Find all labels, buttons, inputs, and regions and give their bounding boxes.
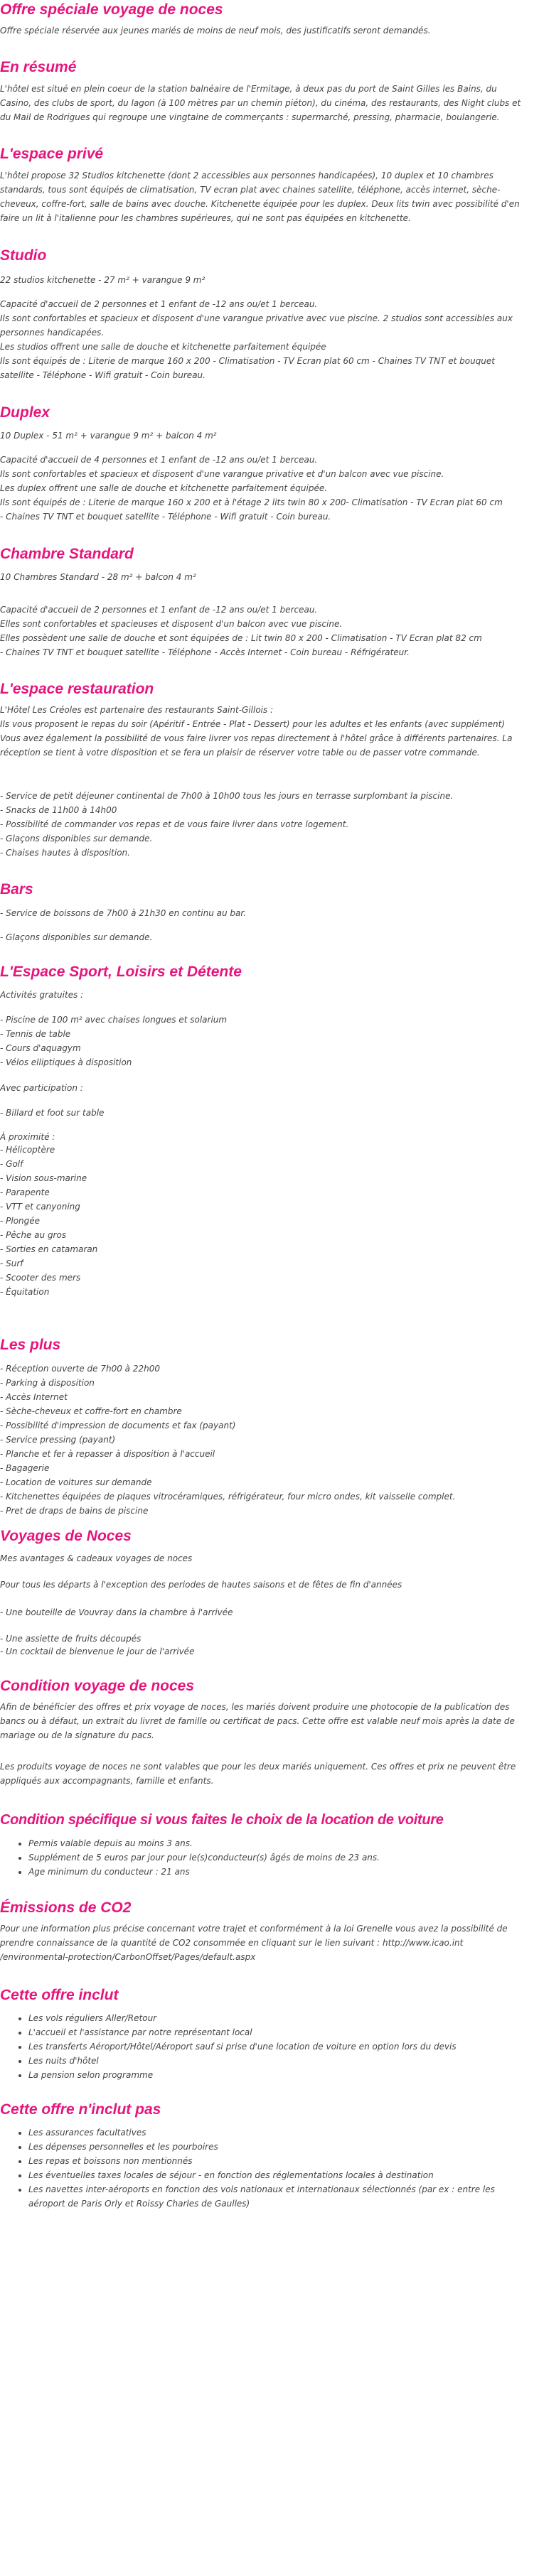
text-line: Capacité d'accueil de 4 personnes et 1 enfant de -12 ans ou/et 1 berceau. xyxy=(0,455,318,465)
list-item: - Chaises hautes à disposition. xyxy=(0,848,130,858)
text-line: L'hôtel est situé en plein coeur de la station balnéaire de l'Ermitage, à deux pas du port de Saint Gilles les Bains, du xyxy=(0,84,497,94)
text-line: Capacité d'accueil de 2 personnes et 1 enfant de -12 ans ou/et 1 berceau. xyxy=(0,299,318,309)
list-item: - Tennis de table xyxy=(0,1029,71,1039)
plus-list xyxy=(0,1362,455,1518)
text-line: L'hôtel propose 32 Studios kitchenette (dont 2 accessibles aux personnes handicapées), 10 duplex et 10 chambres xyxy=(0,171,493,180)
list-item: - Pêche au gros xyxy=(0,1230,67,1240)
list-item: - Piscine de 100 m² avec chaises longues et solarium xyxy=(0,1015,228,1025)
section-title-studio: Studio xyxy=(0,247,47,264)
studio-text xyxy=(0,297,513,382)
list-item: - Location de voitures sur demande xyxy=(0,1477,152,1487)
sport-participation-item: - Billard et foot sur table xyxy=(0,1108,105,1118)
list-item: - Planche et fer à repasser à disposition à l'accueil xyxy=(0,1449,215,1459)
section-title-location: Condition spécifique si vous faites le choix de la location de voiture xyxy=(0,1812,444,1828)
condition-text-2 xyxy=(0,1759,516,1788)
section-title-plus: Les plus xyxy=(0,1337,61,1353)
text-line: Ils sont équipés de : Literie de marque 160 x 200 et à l'étage 2 lits twin 80 x 200- Climatisation - TV Ecran plat 60 cm xyxy=(0,497,503,507)
list-item: • Les éventuelles taxes locales de séjour - en fonction des réglementations locales à destination xyxy=(28,2168,495,2182)
co2-text xyxy=(0,1922,508,1964)
restauration-list xyxy=(0,789,453,860)
text-line: cheveux, coffre-fort, salle de bains avec douche. Kitchenette équipée pour les duplex. Deux lits twin avec possibilité d'en xyxy=(0,199,520,209)
text-line: mariage ou de la signature du pacs. xyxy=(0,1730,154,1740)
list-item-line: aéroport de Paris Orly et Roissy Charles de Gaulles) xyxy=(28,2199,250,2209)
list-item: - Parking à disposition xyxy=(0,1378,95,1388)
list-item: • Les repas et boissons non mentionnés xyxy=(28,2154,495,2168)
list-item: - Parapente xyxy=(0,1187,50,1197)
text-line: bancs ou à défaut, un extrait du livret de famille ou certificat de pacs. Cette offre est valable neuf mois après la date de xyxy=(0,1716,515,1726)
list-item: • Les transferts Aéroport/Hôtel/Aéroport sauf si prise d'une location de voiture en option lors du devis xyxy=(28,2039,457,2054)
voyages-line-3: - Une bouteille de Vouvray dans la chambre à l'arrivée xyxy=(0,1607,233,1617)
sport-proximite-list xyxy=(0,1143,97,1299)
list-item: • Age minimum du conducteur : 21 ans xyxy=(28,1865,380,1879)
list-item: - Surf xyxy=(0,1259,23,1268)
section-title-co2: Émissions de CO2 xyxy=(0,1899,132,1916)
text-line: personnes handicapées. xyxy=(0,328,105,338)
espace-prive-text xyxy=(0,168,520,225)
text-line: Ils vous proposent le repas du soir (Apéritif - Entrée - Plat - Dessert) pour les adultes et les enfants (avec supplément) xyxy=(0,719,506,729)
list-item: - Cours d'aquagym xyxy=(0,1043,81,1053)
list-item: • La pension selon programme xyxy=(28,2068,457,2082)
list-item: - Sorties en catamaran xyxy=(0,1244,98,1254)
location-list xyxy=(0,1836,380,1879)
text-line: - Chaines TV TNT et bouquet satellite - Téléphone - Accès Internet - Coin bureau - Réfrigérateur. xyxy=(0,647,410,657)
list-item: • L'accueil et l'assistance par notre représentant local xyxy=(28,2025,457,2039)
co2-link[interactable]: /environmental-protection/CarbonOffset/Pages/default.aspx xyxy=(0,1952,256,1962)
text-line: faire un lit à l'italienne pour les chambres supérieures, qui ne sont pas équipées en kitchenette. xyxy=(0,213,411,223)
list-item: - Équitation xyxy=(0,1287,50,1297)
list-item xyxy=(28,2182,495,2211)
text-line: - Chaines TV TNT et bouquet satellite - Téléphone - Wifi gratuit - Coin bureau. xyxy=(0,512,331,522)
list-item: - Possibilité de commander vos repas et de vous faire livrer dans votre logement. xyxy=(0,819,349,829)
ninclut-list xyxy=(0,2125,495,2211)
text-line: L'Hôtel Les Créoles est partenaire des restaurants Saint-Gillois : xyxy=(0,705,274,715)
list-item: - Vélos elliptiques à disposition xyxy=(0,1057,132,1067)
section-title-condition: Condition voyage de noces xyxy=(0,1678,195,1694)
list-item: - VTT et canyoning xyxy=(0,1202,80,1212)
voyages-line-4: - Une assiette de fruits découpés xyxy=(0,1634,142,1644)
section-title-duplex: Duplex xyxy=(0,404,50,421)
list-item: • Les vols réguliers Aller/Retour xyxy=(28,2011,457,2025)
chambre-surface: 10 Chambres Standard - 28 m² + balcon 4 m² xyxy=(0,572,196,582)
section-title-voyages: Voyages de Noces xyxy=(0,1528,132,1544)
list-item: - Service de petit déjeuner continental de 7h00 à 10h00 tous les jours en terrasse surplombant la piscine. xyxy=(0,791,454,801)
section-title-sport: L'Espace Sport, Loisirs et Détente xyxy=(0,964,242,980)
voyages-line-1: Mes avantages & cadeaux voyages de noces xyxy=(0,1553,193,1563)
restauration-text xyxy=(0,703,512,760)
section-title-offre-speciale: Offre spéciale voyage de noces xyxy=(0,1,223,18)
text-line: Elles possèdent une salle de douche et sont équipées de : Lit twin 80 x 200 - Climatisation - TV Ecran plat 82 cm xyxy=(0,633,482,643)
duplex-surface: 10 Duplex - 51 m² + varangue 9 m² + balcon 4 m² xyxy=(0,431,217,441)
bars-item-1: - Service de boissons de 7h00 à 21h30 en continu au bar. xyxy=(0,908,247,918)
resume-text xyxy=(0,82,521,124)
list-item: - Réception ouverte de 7h00 à 22h00 xyxy=(0,1364,160,1374)
chambre-text xyxy=(0,603,482,659)
list-item: - Golf xyxy=(0,1159,23,1169)
list-item: - Pret de draps de bains de piscine xyxy=(0,1506,149,1516)
text-line: Ils sont équipés de : Literie de marque 160 x 200 - Climatisation - TV Ecran plat 60 cm - Chaines TV TNT et bouquet xyxy=(0,356,495,366)
list-item: - Sèche-cheveux et coffre-fort en chambre xyxy=(0,1406,182,1416)
text-line: Capacité d'accueil de 2 personnes et 1 enfant de -12 ans ou/et 1 berceau. xyxy=(0,605,318,615)
text-line: Casino, des clubs de sport, du lagon (à 100 mètres par un chemin piéton), du cinéma, des restaurants, des Night clubs et xyxy=(0,98,521,108)
list-item: • Les assurances facultatives xyxy=(28,2125,495,2140)
duplex-text xyxy=(0,453,503,524)
text-line: standards, tous sont équipés de climatisation, TV ecran plat avec chaines satellite, téléphone, accès internet, sèche- xyxy=(0,185,501,195)
sport-proximite-label: À proximité : xyxy=(0,1132,55,1142)
sport-gratuites-list xyxy=(0,1013,227,1069)
text-line: Afin de bénéficier des offres et prix voyage de noces, les mariés doivent produire une photocopie de la publication des xyxy=(0,1702,510,1712)
list-item: - Hélicoptère xyxy=(0,1145,55,1155)
section-title-inclut: Cette offre inclut xyxy=(0,1987,119,2003)
studio-subtitle xyxy=(0,273,205,287)
text-line: Elles sont confortables et spacieuses et disposent d'un balcon avec vue piscine. xyxy=(0,619,343,629)
list-item: • Les dépenses personnelles et les pourboires xyxy=(28,2140,495,2154)
section-title-resume: En résumé xyxy=(0,59,77,75)
list-item: - Snacks de 11h00 à 14h00 xyxy=(0,805,117,815)
list-item: • Supplément de 5 euros par jour pour le(s)conducteur(s) âgés de moins de 23 ans. xyxy=(28,1850,380,1865)
text-line: prendre connaissance de la quantité de CO2 consommée en cliquant sur le lien suivant : http://www.icao.int xyxy=(0,1938,464,1948)
sport-participation-label: Avec participation : xyxy=(0,1083,83,1093)
list-item: - Kitchenettes équipées de plaques vitrocéramiques, réfrigérateur, four micro ondes, kit vaisselle complet. xyxy=(0,1492,456,1502)
text-line: Les studios offrent une salle de douche et kitchenette parfaitement équipée xyxy=(0,342,326,352)
list-item: - Possibilité d'impression de documents et fax (payant) xyxy=(0,1421,236,1430)
list-item: - Glaçons disponibles sur demande. xyxy=(0,834,153,844)
section-title-ninclut: Cette offre n'inclut pas xyxy=(0,2101,161,2118)
text-line: appliqués aux accompagnants, famille et enfants. xyxy=(0,1776,214,1786)
list-item: - Vision sous-marine xyxy=(0,1173,87,1183)
section-title-restauration: L'espace restauration xyxy=(0,681,154,697)
inclut-list xyxy=(0,2011,457,2082)
section-title-chambre: Chambre Standard xyxy=(0,546,134,562)
text-line: Vous avez également la possibilité de vous faire livrer vos repas directement à l'hôtel grâce à différents partenaires. La xyxy=(0,733,513,743)
sport-gratuites-label: Activités gratuites : xyxy=(0,990,84,1000)
text-line: Les duplex offrent une salle de douche et kitchenette parfaitement équipée. xyxy=(0,483,328,493)
studio-surface: 22 studios kitchenette - 27 m² + varangue 9 m² xyxy=(0,275,206,285)
list-item: - Service pressing (payant) xyxy=(0,1435,116,1445)
list-item: - Bagagerie xyxy=(0,1463,50,1473)
list-item: - Scooter des mers xyxy=(0,1273,81,1283)
list-item-line: Les navettes inter-aéroports en fonction des vols nationaux et internationaux sélectionnés (par ex : entre les xyxy=(28,2184,495,2194)
section-title-espace-prive: L'espace privé xyxy=(0,146,104,162)
text-line: satellite - Téléphone - Wifi gratuit - Coin bureau. xyxy=(0,370,206,380)
list-item: - Accès Internet xyxy=(0,1392,68,1402)
list-item: • Les nuits d'hôtel xyxy=(28,2054,457,2068)
offre-speciale-text: Offre spéciale réservée aux jeunes mariés de moins de neuf mois, des justificatifs seront demandés. xyxy=(0,26,431,36)
text-line: réception se tient à votre disposition et se fera un plaisir de réserver votre table ou de passer votre commande. xyxy=(0,748,480,758)
condition-text xyxy=(0,1700,515,1742)
text-line: Ils sont confortables et spacieux et disposent d'une varangue privative avec vue piscine. 2 studios sont accessibles aux xyxy=(0,313,513,323)
text-line: Ils sont confortables et spacieux et disposent d'une varangue privative et d'un balcon avec vue piscine. xyxy=(0,469,444,479)
chambre-subtitle xyxy=(0,570,196,584)
text-line: du Mail de Rodrigues qui regroupe une vingtaine de commerçants : supermarché, pressing, pharmacie, boulangerie. xyxy=(0,112,500,122)
text-line: Pour une information plus précise concernant votre trajet et conformément à la loi Grenelle vous avez la possibilité de xyxy=(0,1924,508,1934)
text-line: Les produits voyage de noces ne sont valables que pour les deux mariés uniquement. Ces offres et prix ne peuvent être xyxy=(0,1762,516,1772)
duplex-subtitle xyxy=(0,429,217,443)
list-item: • Permis valable depuis au moins 3 ans. xyxy=(28,1836,380,1850)
voyages-line-2: Pour tous les départs à l'exception des periodes de hautes saisons et de fêtes de fin d'années xyxy=(0,1580,402,1590)
section-title-bars: Bars xyxy=(0,881,33,898)
list-item: - Plongée xyxy=(0,1216,41,1226)
bars-item-2: - Glaçons disponibles sur demande. xyxy=(0,932,153,942)
voyages-line-5: - Un cocktail de bienvenue le jour de l'arrivée xyxy=(0,1647,195,1656)
